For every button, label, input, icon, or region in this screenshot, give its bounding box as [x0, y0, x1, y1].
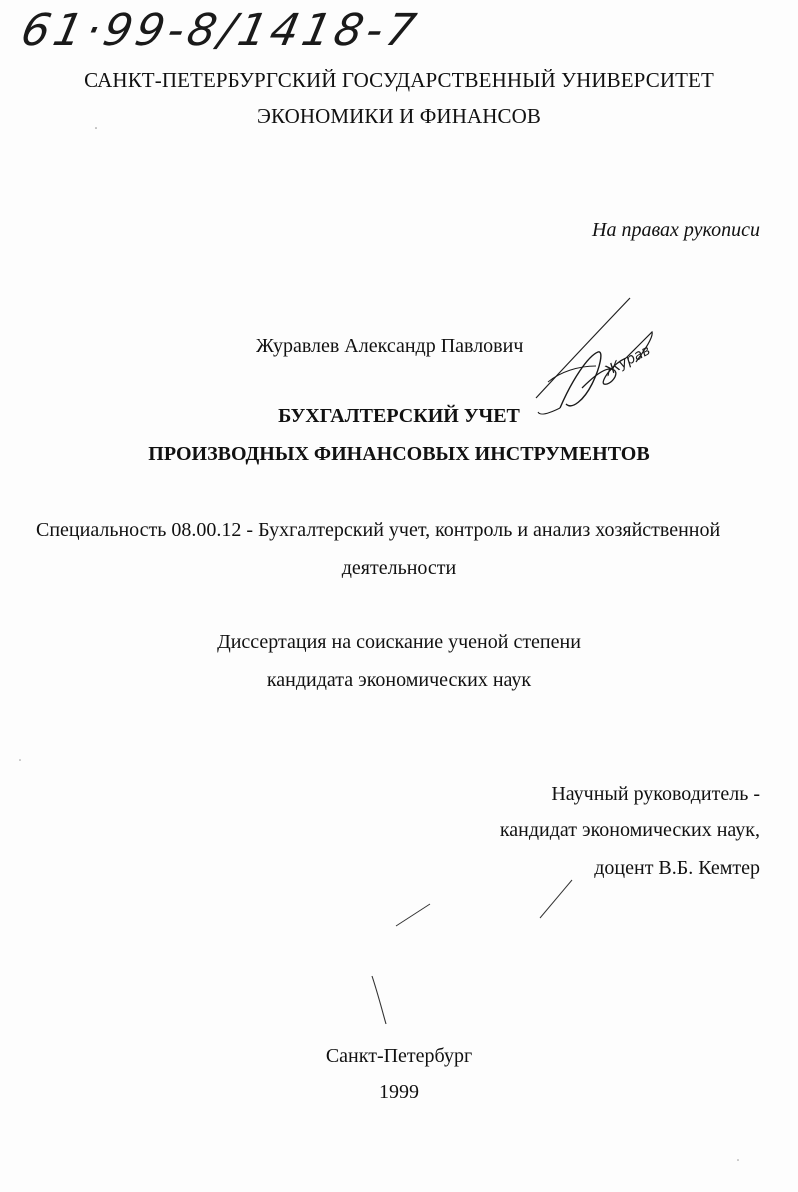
signature-diagonal-stroke	[536, 298, 630, 398]
signature-text: Журав	[602, 342, 654, 380]
title-line2: ПРОИЗВОДНЫХ ФИНАНСОВЫХ ИНСТРУМЕНТОВ	[148, 443, 650, 465]
supervisor-line1: Научный руководитель -	[551, 783, 760, 805]
manuscript-note: На правах рукописи	[592, 219, 760, 241]
dissertation-line1: Диссертация на соискание ученой степени	[217, 631, 581, 653]
specialty-line2: деятельности	[341, 557, 457, 579]
stray-mark-3	[372, 976, 386, 1024]
stray-mark-2	[540, 880, 572, 918]
year: 1999	[379, 1081, 419, 1103]
supervisor-line2: кандидат экономических наук,	[499, 819, 760, 841]
speck	[19, 759, 21, 761]
archive-code-handwritten: 61·99-8/1418-7	[16, 5, 425, 56]
supervisor-line3: доцент В.Б. Кемтер	[594, 857, 760, 879]
author-name: Журавлев Александр Павлович	[256, 335, 524, 357]
title-line1: БУХГАЛТЕРСКИЙ УЧЕТ	[278, 405, 520, 427]
stray-mark-1	[396, 904, 430, 926]
city: Санкт-Петербург	[325, 1045, 473, 1067]
signature-icon	[538, 332, 652, 414]
speck	[737, 1159, 739, 1161]
dissertation-line2: кандидата экономических наук	[266, 669, 532, 691]
university-name-line1: САНКТ-ПЕТЕРБУРГСКИЙ ГОСУДАРСТВЕННЫЙ УНИВЕРСИТЕТ	[84, 68, 714, 92]
specialty-line1: Специальность 08.00.12 - Бухгалтерский учет, контроль и анализ хозяйственной	[36, 519, 721, 541]
university-name-line2: ЭКОНОМИКИ И ФИНАНСОВ	[257, 104, 541, 128]
